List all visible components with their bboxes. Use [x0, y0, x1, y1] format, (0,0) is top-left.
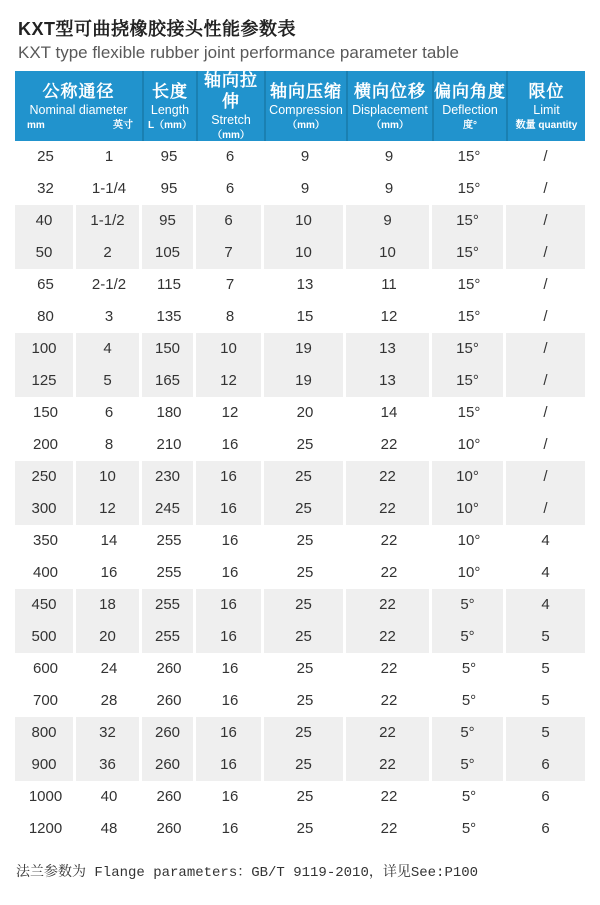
- table-cell: 135: [156, 308, 182, 325]
- table-cell: 9: [300, 148, 310, 165]
- header-label-zh: 轴向压缩: [270, 81, 342, 101]
- table-row: [15, 365, 585, 397]
- table-cell: 13: [346, 365, 432, 397]
- table-cell: /: [543, 308, 548, 325]
- table-cell: 10: [76, 461, 142, 493]
- header-label-zh: 偏向角度: [434, 81, 506, 101]
- table-cell: 9: [384, 148, 394, 165]
- table-cell: 8: [225, 308, 235, 325]
- table-cell: 22: [380, 660, 398, 677]
- table-cell: 5°: [461, 820, 477, 837]
- table-cell: 22: [346, 589, 432, 621]
- table-cell: 5°: [432, 621, 506, 653]
- header-unit-inch: 英寸: [113, 119, 133, 131]
- table-cell: 2-1/2: [91, 276, 127, 293]
- table-cell: 260: [142, 749, 196, 781]
- table-cell: 1000: [28, 788, 63, 805]
- table-cell: 25: [37, 148, 54, 165]
- table-cell: 8: [104, 436, 114, 453]
- table-cell: 12: [380, 308, 398, 325]
- table-cell: 15°: [432, 205, 506, 237]
- table-cell: 16: [196, 589, 264, 621]
- table-row: [15, 621, 585, 653]
- table-cell: 900: [15, 749, 76, 781]
- table-row: [15, 397, 585, 429]
- table-cell: 15°: [432, 333, 506, 365]
- table-cell: 22: [380, 820, 398, 837]
- table-cell: 25: [296, 692, 314, 709]
- table-cell: 25: [264, 589, 346, 621]
- header-cell-length: [142, 71, 196, 141]
- table-cell: /: [543, 148, 548, 165]
- table-cell: /: [506, 333, 585, 365]
- table-cell: 9: [300, 180, 310, 197]
- table-cell: 5°: [461, 788, 477, 805]
- header-label-zh: 公称通径: [42, 81, 115, 101]
- header-unit: L（mm）: [148, 119, 192, 131]
- table-cell: /: [506, 365, 585, 397]
- table-cell: 5°: [461, 660, 477, 677]
- table-cell: 15°: [457, 180, 481, 197]
- table-cell: /: [506, 205, 585, 237]
- table-cell: /: [543, 436, 548, 453]
- header-label-zh: 限位: [528, 81, 565, 101]
- table-cell: 14: [100, 532, 118, 549]
- table-row: [15, 237, 585, 269]
- table-row: [15, 749, 585, 781]
- parameter-table: [15, 71, 585, 845]
- table-cell: 150: [142, 333, 196, 365]
- table-cell: 10°: [457, 532, 481, 549]
- table-cell: /: [543, 180, 548, 197]
- table-cell: 16: [196, 621, 264, 653]
- table-cell: 5°: [461, 692, 477, 709]
- header-unit: （mm）: [371, 119, 409, 131]
- table-cell: 25: [264, 749, 346, 781]
- table-cell: 260: [156, 660, 182, 677]
- table-cell: 25: [296, 532, 314, 549]
- table-row: [15, 717, 585, 749]
- table-cell: 5°: [432, 717, 506, 749]
- table-cell: 22: [380, 692, 398, 709]
- table-cell: 25: [296, 660, 314, 677]
- table-cell: 13: [296, 276, 314, 293]
- table-cell: 16: [221, 788, 239, 805]
- table-cell: 7: [196, 237, 264, 269]
- table-cell: 12: [196, 365, 264, 397]
- table-cell: 20: [296, 404, 314, 421]
- header-label-zh: 横向位移: [354, 81, 426, 101]
- table-cell: 22: [380, 532, 398, 549]
- table-cell: /: [543, 276, 548, 293]
- table-cell: 255: [156, 564, 182, 581]
- table-cell: 2: [76, 237, 142, 269]
- table-row: [15, 429, 585, 461]
- table-row: [15, 589, 585, 621]
- table-cell: 22: [346, 621, 432, 653]
- table-row: [15, 781, 585, 813]
- table-cell: 12: [76, 493, 142, 525]
- table-cell: 4: [541, 564, 550, 581]
- table-cell: 16: [221, 660, 239, 677]
- table-cell: 16: [100, 564, 118, 581]
- table-row: [15, 685, 585, 717]
- header-cell-nominal-diameter: [15, 71, 142, 141]
- table-cell: /: [506, 237, 585, 269]
- table-cell: 300: [15, 493, 76, 525]
- table-cell: 1: [104, 148, 114, 165]
- table-cell: 10°: [432, 493, 506, 525]
- table-row: [15, 141, 585, 173]
- table-cell: 255: [142, 621, 196, 653]
- title-block: [0, 0, 600, 63]
- table-row: [15, 333, 585, 365]
- table-cell: /: [543, 404, 548, 421]
- table-cell: 6: [541, 820, 550, 837]
- table-cell: 6: [225, 148, 235, 165]
- table-row: [15, 653, 585, 685]
- table-cell: /: [506, 461, 585, 493]
- header-unit: 数量 quantity: [515, 119, 578, 131]
- table-cell: 20: [76, 621, 142, 653]
- table-cell: 16: [221, 436, 239, 453]
- table-cell: 1-1/4: [91, 180, 127, 197]
- header-label-en: Displacement: [352, 102, 428, 117]
- table-cell: 500: [15, 621, 76, 653]
- table-cell: 5: [506, 621, 585, 653]
- table-cell: 15°: [432, 365, 506, 397]
- table-cell: 9: [346, 205, 432, 237]
- header-cell-displacement: [346, 71, 432, 141]
- table-cell: 5°: [432, 749, 506, 781]
- table-cell: 40: [15, 205, 76, 237]
- table-cell: 250: [15, 461, 76, 493]
- header-cell-deflection: [432, 71, 506, 141]
- table-cell: 32: [76, 717, 142, 749]
- table-cell: 6: [196, 205, 264, 237]
- table-cell: 80: [37, 308, 54, 325]
- page-title-zh: KXT型可曲挠橡胶接头性能参数表: [18, 19, 296, 39]
- table-cell: 32: [37, 180, 54, 197]
- table-cell: 25: [264, 621, 346, 653]
- table-cell: 16: [196, 493, 264, 525]
- table-header-row: [15, 71, 585, 141]
- table-cell: 400: [32, 564, 59, 581]
- table-cell: 15°: [457, 276, 481, 293]
- header-cell-stretch: [196, 71, 264, 141]
- header-unit: （mm）: [212, 130, 250, 141]
- header-label-en: Length: [150, 102, 190, 117]
- table-cell: 10°: [432, 461, 506, 493]
- header-label-en: Nominal diameter: [29, 102, 128, 117]
- table-cell: 230: [142, 461, 196, 493]
- table-cell: 6: [104, 404, 114, 421]
- table-cell: 5: [506, 717, 585, 749]
- table-row: [15, 173, 585, 205]
- table-body: [15, 141, 585, 845]
- table-cell: 10: [196, 333, 264, 365]
- table-cell: 50: [15, 237, 76, 269]
- table-cell: 11: [381, 276, 397, 293]
- table-cell: 1200: [28, 820, 63, 837]
- table-cell: 16: [221, 692, 239, 709]
- table-cell: 260: [156, 820, 182, 837]
- table-cell: 15°: [457, 404, 481, 421]
- header-label-en: Compression: [269, 102, 343, 117]
- table-cell: 24: [100, 660, 118, 677]
- table-cell: 25: [296, 436, 314, 453]
- table-cell: 25: [296, 788, 314, 805]
- table-row: [15, 461, 585, 493]
- table-cell: 65: [37, 276, 54, 293]
- table-cell: 600: [32, 660, 59, 677]
- table-cell: 5: [76, 365, 142, 397]
- table-cell: 25: [296, 564, 314, 581]
- table-cell: 28: [100, 692, 118, 709]
- table-cell: 22: [346, 493, 432, 525]
- table-cell: 48: [100, 820, 118, 837]
- table-cell: 36: [76, 749, 142, 781]
- header-cell-limit: [506, 71, 585, 141]
- table-cell: 18: [76, 589, 142, 621]
- table-cell: 200: [32, 436, 59, 453]
- table-cell: 40: [100, 788, 118, 805]
- table-cell: 16: [221, 564, 239, 581]
- table-cell: 19: [264, 333, 346, 365]
- table-row: [15, 205, 585, 237]
- header-label-zh: 轴向拉伸: [204, 71, 258, 111]
- table-cell: 12: [221, 404, 239, 421]
- table-cell: 95: [160, 180, 178, 197]
- table-cell: 25: [296, 820, 314, 837]
- table-cell: 245: [142, 493, 196, 525]
- table-cell: 10°: [457, 436, 481, 453]
- table-cell: /: [506, 493, 585, 525]
- table-row: [15, 269, 585, 301]
- table-cell: 22: [346, 749, 432, 781]
- table-cell: 260: [156, 692, 182, 709]
- table-cell: 16: [221, 820, 239, 837]
- table-cell: 3: [104, 308, 114, 325]
- table-cell: 115: [157, 276, 181, 293]
- table-cell: 100: [15, 333, 76, 365]
- table-cell: 15: [296, 308, 314, 325]
- table-cell: 95: [142, 205, 196, 237]
- footer-note: 法兰参数为 Flange parameters：GB/T 9119-2010，详见See:P100: [16, 865, 479, 881]
- table-cell: 6: [506, 749, 585, 781]
- table-cell: 25: [264, 493, 346, 525]
- table-cell: 700: [32, 692, 59, 709]
- table-cell: 165: [142, 365, 196, 397]
- table-cell: 350: [32, 532, 59, 549]
- table-cell: 450: [15, 589, 76, 621]
- table-cell: 14: [380, 404, 398, 421]
- table-cell: 4: [76, 333, 142, 365]
- table-cell: 22: [380, 788, 398, 805]
- header-label-zh: 长度: [152, 81, 188, 101]
- table-cell: 16: [196, 717, 264, 749]
- table-cell: 10: [264, 237, 346, 269]
- table-cell: 255: [156, 532, 182, 549]
- header-unit-row: [15, 119, 142, 132]
- table-cell: 210: [156, 436, 182, 453]
- table-cell: 6: [225, 180, 235, 197]
- table-cell: 10°: [457, 564, 481, 581]
- table-row: [15, 813, 585, 845]
- table-cell: 15°: [432, 237, 506, 269]
- header-unit: 度°: [463, 119, 477, 131]
- table-cell: 4: [506, 589, 585, 621]
- table-cell: 16: [221, 532, 239, 549]
- table-cell: 4: [541, 532, 550, 549]
- table-cell: 7: [225, 276, 235, 293]
- table-cell: 25: [264, 461, 346, 493]
- table-row: [15, 525, 585, 557]
- table-cell: 5: [541, 692, 550, 709]
- table-cell: 22: [380, 564, 398, 581]
- table-cell: 16: [196, 461, 264, 493]
- table-cell: 9: [384, 180, 394, 197]
- table-cell: 22: [346, 717, 432, 749]
- table-cell: 260: [156, 788, 182, 805]
- table-cell: 150: [32, 404, 59, 421]
- table-cell: 25: [264, 717, 346, 749]
- table-cell: 22: [346, 461, 432, 493]
- table-cell: 15°: [457, 148, 481, 165]
- page-title-en: KXT type flexible rubber joint performance parameter table: [18, 43, 459, 62]
- table-cell: 10: [264, 205, 346, 237]
- table-row: [15, 557, 585, 589]
- header-label-en: Deflection: [442, 102, 498, 117]
- table-row: [15, 493, 585, 525]
- table-row: [15, 301, 585, 333]
- table-cell: 260: [142, 717, 196, 749]
- table-cell: 125: [15, 365, 76, 397]
- header-unit: （mm）: [287, 119, 325, 131]
- table-cell: 10: [346, 237, 432, 269]
- header-label-en: Stretch: [211, 113, 251, 127]
- table-cell: 15°: [457, 308, 481, 325]
- table-cell: 6: [541, 788, 550, 805]
- table-cell: 180: [156, 404, 182, 421]
- table-cell: 255: [142, 589, 196, 621]
- table-cell: 16: [196, 749, 264, 781]
- table-cell: 19: [264, 365, 346, 397]
- table-cell: 105: [142, 237, 196, 269]
- table-cell: 800: [15, 717, 76, 749]
- table-cell: 95: [160, 148, 178, 165]
- table-cell: 13: [346, 333, 432, 365]
- header-cell-compression: [264, 71, 346, 141]
- table-cell: 5: [541, 660, 550, 677]
- table-cell: 5°: [432, 589, 506, 621]
- header-unit-mm: mm: [27, 119, 45, 131]
- header-label-en: Limit: [533, 102, 560, 117]
- table-cell: 1-1/2: [76, 205, 142, 237]
- table-cell: 22: [380, 436, 398, 453]
